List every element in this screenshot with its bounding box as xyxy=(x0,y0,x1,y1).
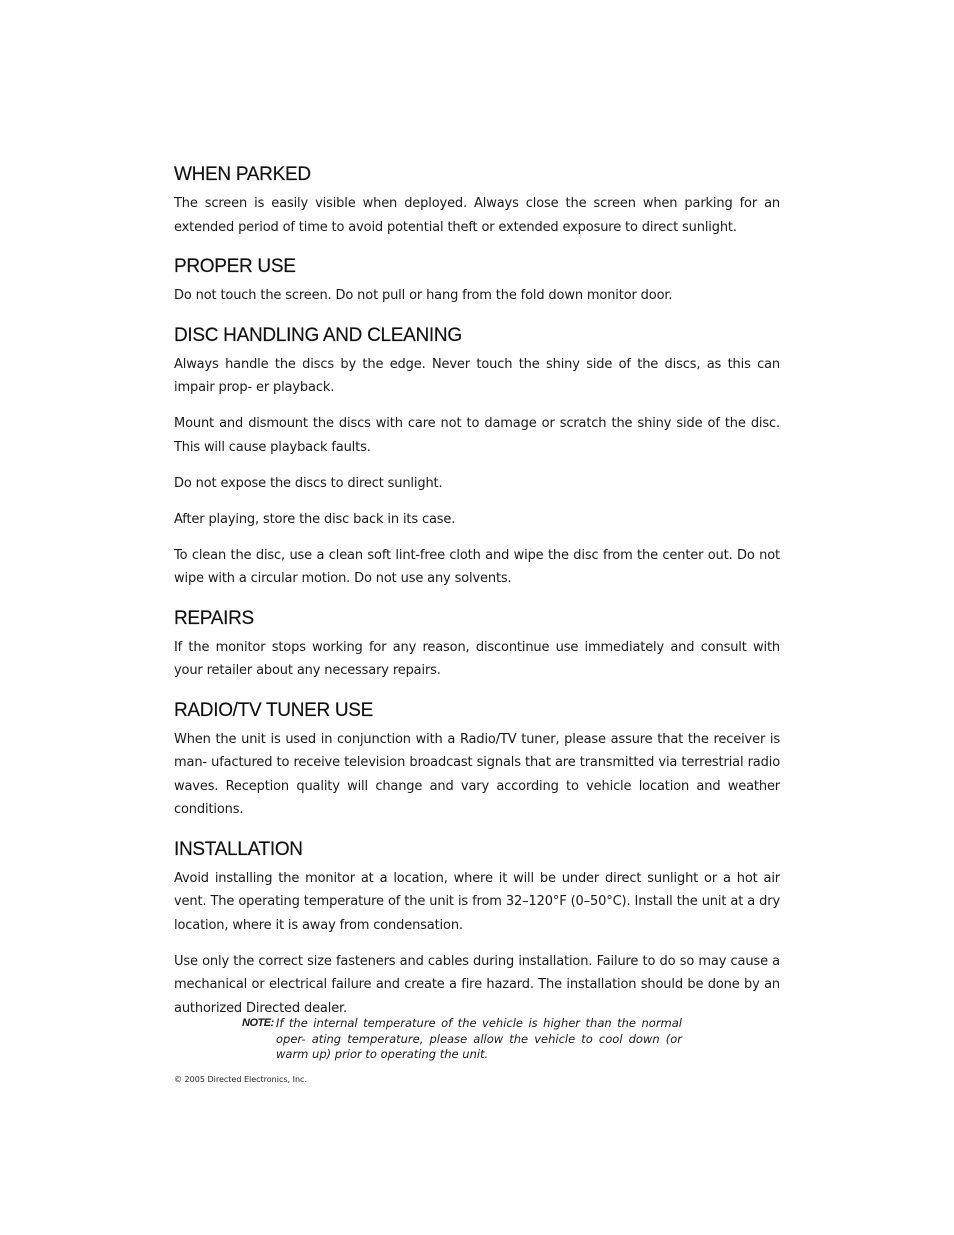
section-heading: DISC HANDLING AND CLEANING xyxy=(174,324,462,346)
paragraph: Always handle the discs by the edge. Never touch the shiny side of the discs, as this can impair prop- er playback. xyxy=(174,356,780,395)
section-repairs xyxy=(174,607,780,683)
copyright-footer: © 2005 Directed Electronics, Inc. xyxy=(174,1075,307,1084)
section-heading: PROPER USE xyxy=(174,256,296,277)
paragraph: When the unit is used in conjunction with a Radio/TV tuner, please assure that the receiver is man- ufactured to receive television broadcast signals that are transmitted via terrestrial radio waves. Reception quality will change and vary according to vehicle location and weather conditions. xyxy=(174,731,780,817)
section-heading: REPAIRS xyxy=(174,607,254,629)
paragraph: Do not expose the discs to direct sunlight. xyxy=(174,475,443,491)
note-label: NOTE: xyxy=(242,1017,274,1029)
paragraph: Use only the correct size fasteners and cables during installation. Failure to do so may cause a mechanical or electrical failure and create a fire hazard. The installation should be done by an authorized Directed dealer. xyxy=(174,953,780,1016)
paragraph: Do not touch the screen. Do not pull or hang from the fold down monitor door. xyxy=(174,288,673,303)
section-when-parked xyxy=(174,163,780,239)
section-heading: INSTALLATION xyxy=(174,838,303,860)
section-proper-use xyxy=(174,255,780,308)
paragraph: The screen is easily visible when deployed. Always close the screen when parking for an extended period of time to avoid potential theft or extended exposure to direct sunlight. xyxy=(174,196,780,235)
paragraph: Mount and dismount the discs with care not to damage or scratch the shiny side of the disc. This will cause playback faults. xyxy=(174,416,780,455)
document-body xyxy=(174,163,780,1036)
paragraph: Avoid installing the monitor at a location, where it will be under direct sunlight or a hot air vent. The operating temperature of the unit is from 32–120°F (0–50°C). Install the unit at a dry location, where it is away from condensation. xyxy=(174,870,780,933)
section-heading: RADIO/TV TUNER USE xyxy=(174,699,374,721)
paragraph: If the monitor stops working for any reason, discontinue use immediately and consult with your retailer about any necessary repairs. xyxy=(174,639,780,678)
paragraph: To clean the disc, use a clean soft lint-free cloth and wipe the disc from the center out. Do not wipe with a circular motion. Do not use any solvents. xyxy=(174,547,780,586)
section-radio-tv-tuner xyxy=(174,699,780,822)
section-heading: WHEN PARKED xyxy=(174,164,311,185)
section-disc-handling xyxy=(174,324,780,591)
note-block xyxy=(242,1016,682,1063)
note-text: If the internal temperature of the vehicle is higher than the normal oper- ating temperature, please allow the vehicle to cool down (or warm up) prior to operating the unit. xyxy=(276,1016,682,1061)
section-installation xyxy=(174,838,780,1021)
paragraph: After playing, store the disc back in its case. xyxy=(174,511,456,527)
